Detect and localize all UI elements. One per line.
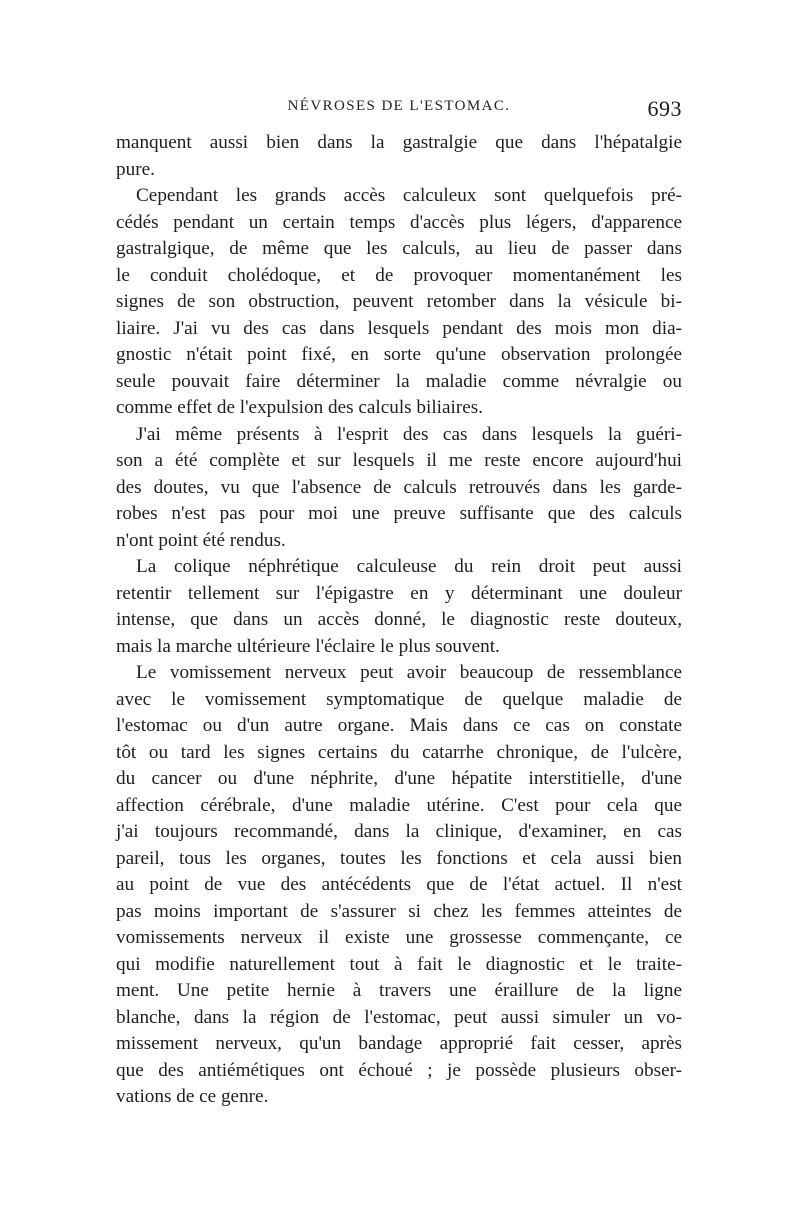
text-line: robes n'est pas pour moi une preuve suffisante que des calculs [116,503,682,524]
text-line: intense, que dans un accès donné, le diagnostic reste douteux, [116,609,682,630]
text-line: gnostic n'était point fixé, en sorte qu'une observation prolongée [116,344,682,365]
text-line: seule pouvait faire déterminer la maladie comme névralgie ou [116,370,682,392]
text-line: gastralgique, de même que les calculs, au lieu de passer dans [116,238,682,259]
text-line: liaire. J'ai vu des cas dans lesquels pendant des mois mon dia- [116,317,682,339]
text-line: signes de son obstruction, peuvent retomber dans la vésicule bi- [116,291,682,312]
text-line: avec le vomissement symptomatique de quelque maladie de [116,688,682,710]
text-line: Le vomissement nerveux peut avoir beaucoup de ressemblance [136,662,682,683]
text-line: manquent aussi bien dans la gastralgie que dans l'hépatalgie [116,132,682,153]
text-line: vations de ce genre. [116,1086,269,1107]
text-line: le conduit cholédoque, et de provoquer momentanément les [116,264,682,286]
text-line: retentir tellement sur l'épigastre en y déterminant une douleur [116,582,682,604]
text-line: mais la marche ultérieure l'éclaire le plus souvent. [116,635,500,657]
running-title: NÉVROSES DE L'ESTOMAC. [287,98,511,114]
page-number: 693 [647,96,682,121]
text-line: des doutes, vu que l'absence de calculs retrouvés dans les garde- [116,476,682,498]
text-line: J'ai même présents à l'esprit des cas dans lesquels la guéri- [136,423,682,445]
text-line: vomissements nerveux il existe une grossesse commençante, ce [116,927,682,948]
text-line: affection cérébrale, d'une maladie utérine. C'est pour cela que [116,794,682,816]
text-line: pareil, tous les organes, toutes les fonctions et cela aussi bien [116,847,682,869]
text-line: pas moins important de s'assurer si chez les femmes atteintes de [116,900,682,922]
running-head [116,96,682,126]
text-line: ment. Une petite hernie à travers une éraillure de la ligne [116,980,682,1001]
text-line: du cancer ou d'une néphrite, d'une hépatite interstitielle, d'une [116,768,682,789]
text-line: son a été complète et sur lesquels il me reste encore aujourd'hui [116,450,682,471]
text-line: missement nerveux, qu'un bandage approprié fait cesser, après [116,1033,682,1054]
text-line: tôt ou tard les signes certains du catarrhe chronique, de l'ulcère, [116,741,682,763]
text-line: n'ont point été rendus. [116,529,286,551]
text-line: La colique néphrétique calculeuse du rein droit peut aussi [136,556,682,577]
text-line: au point de vue des antécédents que de l'état actuel. Il n'est [116,874,682,895]
text-line: comme effet de l'expulsion des calculs biliaires. [116,397,484,418]
text-line: que des antiémétiques ont échoué ; je possède plusieurs obser- [116,1059,682,1081]
body-text [116,130,682,1111]
text-line: blanche, dans la région de l'estomac, peut aussi simuler un vo- [116,1006,682,1028]
text-line: Cependant les grands accès calculeux sont quelquefois pré- [136,185,682,206]
text-line: j'ai toujours recommandé, dans la clinique, d'examiner, en cas [116,821,682,842]
text-line: cédés pendant un certain temps d'accès plus légers, d'apparence [116,211,682,233]
text-line: l'estomac ou d'un autre organe. Mais dans ce cas on constate [116,715,682,736]
text-line: pure. [116,158,155,180]
text-line: qui modifie naturellement tout à fait le diagnostic et le traite- [116,953,682,975]
